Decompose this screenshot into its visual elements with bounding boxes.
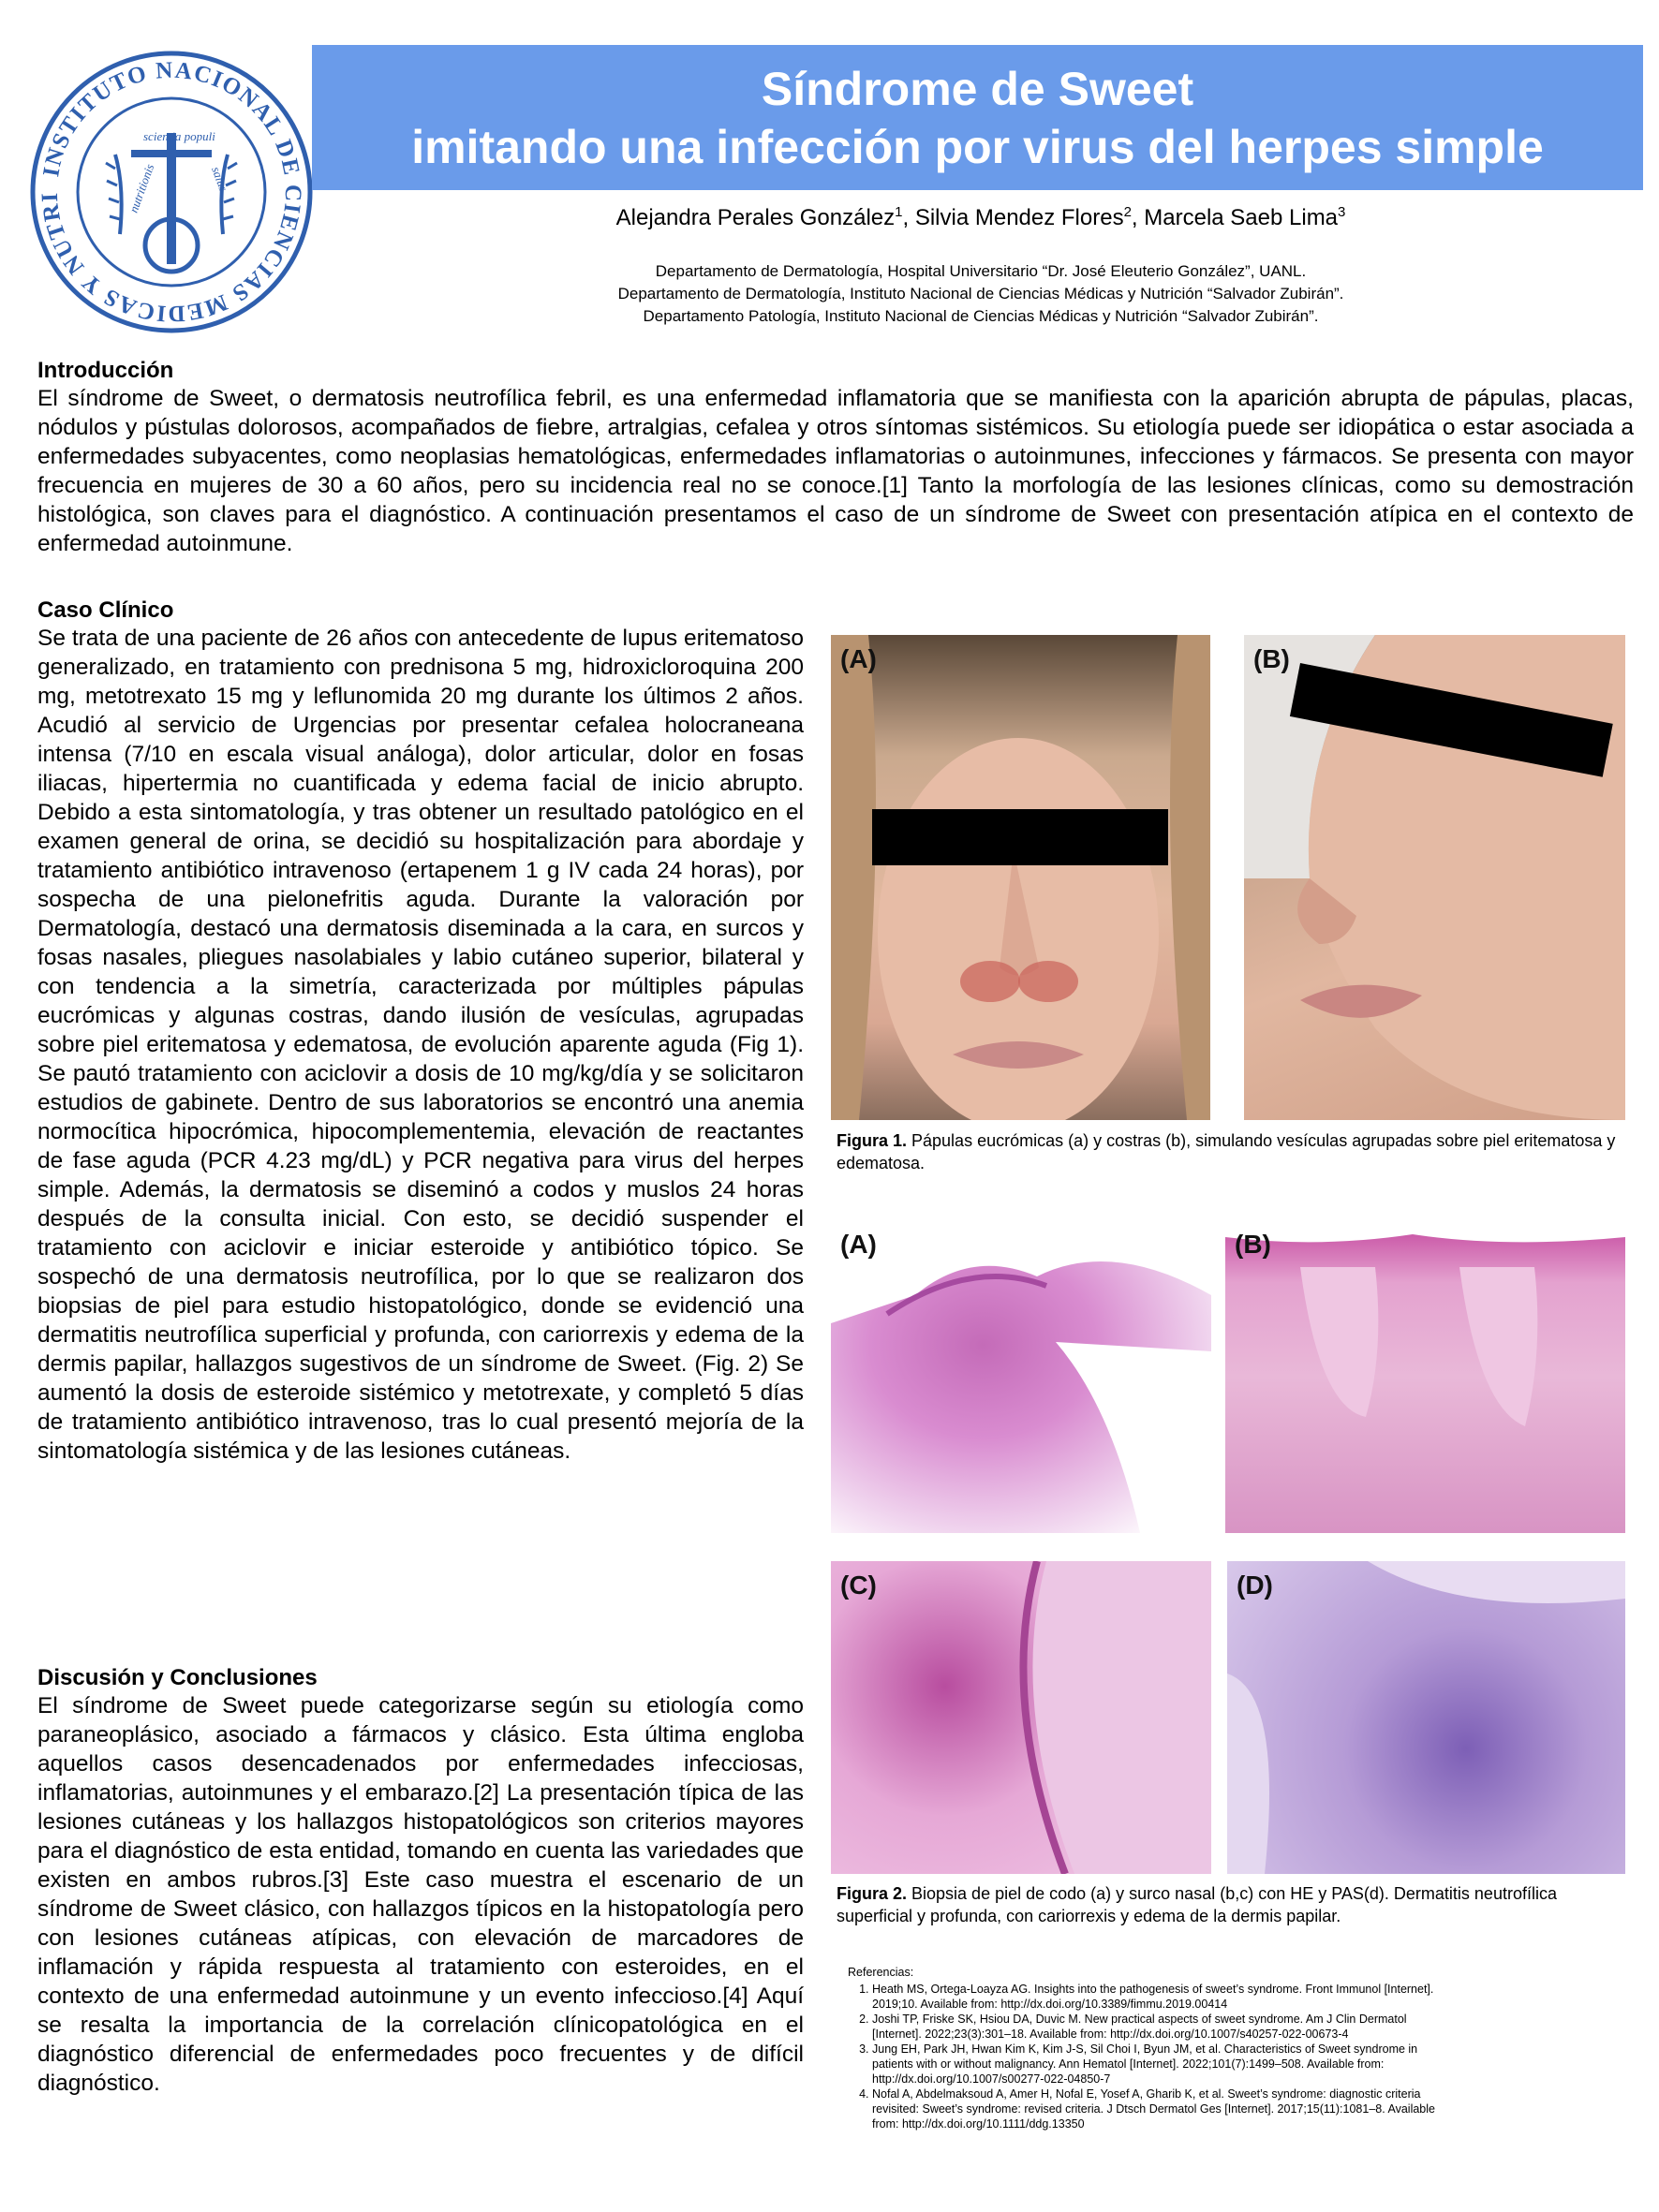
author-name: Marcela Saeb Lima — [1144, 205, 1339, 230]
author-list: Alejandra Perales González$^1$, Silvia Mendez Flores$^2$, Marcela Saeb Lima$^3$ — [615, 204, 1346, 230]
histology-image-icon — [831, 1220, 1211, 1533]
author-affil-number: 3 — [1338, 204, 1346, 220]
eye-censor-bar — [872, 809, 1168, 865]
poster-title-line2: imitando una infección por virus del herpes simple — [411, 120, 1544, 173]
figure2-panel-a — [831, 1220, 1211, 1533]
figure1-panel-a — [831, 635, 1210, 1120]
seal-ring-text: INSTITUTO NACIONAL DE CIENCIAS MEDICAS Y NUTRI — [37, 57, 306, 327]
affiliation: Departamento de Dermatología, Hospital Universitario “Dr. José Eleuterio González”, UANL. — [655, 262, 1307, 280]
section-body: El síndrome de Sweet, o dermatosis neutrofílica febril, es una enfermedad inflamatoria que se manifiesta con la aparición abrupta de pápulas, placas, nódulos y pústulas dolorosos, acompañados de fiebre, artralgias, cefalea y otros síntomas sistémicos. Su etiología puede ser idiopática o estar asociada a enfermedades subyacentes, como neoplasias hematológicas, enfermedades inflamatorias o autoinmunes, infecciones y fármacos. Se presenta con mayor frecuencia en mujeres de 30 a 60 años, pero su incidencia real no se conoce.[1] Tanto la morfología de las lesiones clínicas, como su demostración histológica, son claves para el diagnóstico. A continuación presentamos el caso de un síndrome de Sweet con presentación atípica en el contexto de enfermedad autoinmune. — [37, 386, 1634, 556]
panel-label: (A) — [840, 1230, 877, 1259]
section-heading: Introducción — [37, 358, 174, 383]
affiliation-list — [318, 260, 1643, 328]
section-heading: Discusión y Conclusiones — [37, 1665, 318, 1690]
figure2-panel-b — [1225, 1220, 1625, 1533]
title-band — [312, 45, 1643, 190]
section-discusion — [37, 1665, 804, 2098]
panel-label: (A) — [840, 644, 877, 673]
author-name: Alejandra Perales González — [615, 205, 896, 230]
caption-text: Pápulas eucrómicas (a) y costras (b), simulando vesículas agrupadas sobre piel eritematosa y edematosa. — [837, 1131, 1616, 1172]
histology-image-icon — [1227, 1561, 1625, 1874]
institute-logo — [26, 47, 317, 337]
section-heading: Caso Clínico — [37, 597, 174, 623]
references — [848, 1965, 1457, 2131]
panel-label: (C) — [840, 1571, 877, 1600]
figure2-panel-d — [1227, 1561, 1625, 1874]
reference-item: 3. Jung EH, Park JH, Hwan Kim K, Kim J-S, Sil Choi I, Byun JM, et al. Characteristics of Sweet syndrome in patients with or without malignancy. Ann Hematol [Internet]. 2022;101(7):1499–508. Available from: http://dx.doi.org/10.1007/s00277-022-04850-7 — [872, 2042, 1457, 2087]
poster-title-line1: Síndrome de Sweet — [761, 62, 1194, 115]
reference-item: 2. Joshi TP, Friske SK, Hsiou DA, Duvic M. New practical aspects of sweet syndrome. Am J Clin Dermatol [Internet]. 2022;23(3):301–18. Available from: http://dx.doi.org/10.1007/s40257-022-00673-4 — [872, 2012, 1457, 2042]
figure2-caption — [837, 1882, 1625, 1927]
caption-text: Biopsia de piel de codo (a) y surco nasal (b,c) con HE y PAS(d). Dermatitis neutrofílica superficial y profunda, con cariorrexis y edema de la dermis papilar. — [837, 1884, 1557, 1925]
references-heading: Referencias: — [848, 1966, 914, 1979]
face-photo-icon — [831, 635, 1210, 1120]
caption-label: Figura 2. — [837, 1884, 908, 1903]
section-body: Se trata de una paciente de 26 años con antecedente de lupus eritematoso generalizado, en tratamiento con prednisona 5 mg, hidroxicloroquina 200 mg, metotrexato 15 mg y leflunomida 20 mg durante los últimos 2 años. Acudió al servicio de Urgencias por presentar cefalea holocraneana intensa (7/10 en escala visual análoga), dolor articular, dolor en fosas iliacas, hipertermia no cuantificada y edema facial de inicio abrupto. Debido a esta sintomatología, y tras obtener un resultado patológico en el examen general de orina, se decidió su hospitalización para abordaje y tratamiento antibiótico intravenoso (ertapenem 1 g IV cada 24 horas), por sospecha de una pielonefritis aguda. Durante la valoración por Dermatología, destacó una dermatosis diseminada a la cara, en surcos y fosas nasales, pliegues nasolabiales y labio cutáneo superior, bilateral y con tendencia a la simetría, caracterizada por múltiples pápulas eucrómicas y algunas costras, dando ilusión de vesículas, agrupadas sobre piel eritematosa y edematosa, de evolución aparente aguda (Fig 1). Se pautó tratamiento con aciclovir a dosis de 10 mg/kg/día y se solicitaron estudios de gabinete. Dentro de sus laboratorios se encontró una anemia normocítica hipocrómica, hipocomplementemia, elevación de reactantes de fase aguda (PCR 4.23 mg/dL) y PCR negativa para virus del herpes simple. Además, la dermatosis se diseminó a codos y muslos 24 horas después de la consulta inicial. Con esto, se decidió suspender el tratamiento con aciclovir e iniciar esteroide y antibiótico tópico. Se sospechó de una dermatosis neutrofílica, por lo que se realizaron dos biopsias de piel para estudio histopatológico, donde se evidenció una dermatitis neutrofílica superficial y profunda, con cariorrexis y edema de la dermis papilar, hallazgos sugestivos de un síndrome de Sweet. (Fig. 2) Se aumentó la dosis de esteroide sistémico y metotrexate, y completó 5 días de tratamiento antibiótico intravenoso, tras lo cual presentó mejoría de la sintomatología sistémica y de las lesiones cutáneas. — [37, 626, 804, 1464]
seal-motto-left: nutritionis — [126, 161, 157, 215]
caption-label: Figura 1. — [837, 1131, 908, 1150]
histology-image-icon — [831, 1561, 1211, 1874]
institute-seal-icon — [26, 47, 317, 337]
section-caso-clinico — [37, 597, 804, 1466]
reference-item: 1. Heath MS, Ortega-Loayza AG. Insights into the pathogenesis of sweet’s syndrome. Front Immunol [Internet]. 2019;10. Available from: http://dx.doi.org/10.3389/fimmu.2019.00414 — [872, 1982, 1457, 2012]
panel-label: (B) — [1253, 644, 1290, 673]
affiliation: Departamento Patología, Instituto Nacional de Ciencias Médicas y Nutrición “Salvador Zubirán”. — [643, 307, 1319, 325]
seal-motto-top: scientia populi — [143, 129, 215, 143]
section-body: El síndrome de Sweet puede categorizarse según su etiología como paraneoplásico, asociado a fármacos y clásico. Esta última engloba aquellos casos desencadenados por enfermedades infecciosas, inflamatorias, autoinmunes y el embarazo.[2] La presentación típica de las lesiones cutáneas y los hallazgos histopatológicos son criterios mayores para el diagnóstico de esta entidad, tomando en cuenta las variedades que existen en ambos rubros.[3] Este caso muestra el escenario de un síndrome de Sweet clásico, con hallazgos típicos en la histopatología pero con lesiones cutáneas atípicas, con elevación de marcadores de inflamación y rápida respuesta al tratamiento con esteroides, en el contexto de una enfermedad autoinmune y un evento infeccioso.[4] Aquí se resalta la importancia de la correlación clínicopatológica en el diagnóstico diferencial de enfermedades poco frecuentes y de difícil diagnóstico. — [37, 1693, 804, 2096]
references-list — [848, 1982, 1457, 2131]
section-introduccion — [37, 358, 1634, 558]
panel-label: (D) — [1237, 1571, 1273, 1600]
reference-item: 4. Nofal A, Abdelmaksoud A, Amer H, Nofal E, Yosef A, Gharib K, et al. Sweet’s syndrome: diagnostic criteria revisited: Sweet’s syndrome: revised criteria. J Dtsch Dermatol Ges [Internet]. 2017;15(11):1081–8. Available from: http://dx.doi.org/10.1111/ddg.13350 — [872, 2087, 1457, 2131]
histology-image-icon — [1225, 1220, 1625, 1533]
panel-label: (B) — [1235, 1230, 1271, 1259]
author-affil-number: 1 — [895, 204, 903, 220]
figure1-caption — [837, 1129, 1625, 1174]
figure1-panel-b — [1244, 635, 1625, 1120]
figure2-panel-c — [831, 1561, 1211, 1874]
affiliation: Departamento de Dermatología, Instituto Nacional de Ciencias Médicas y Nutrición “Salvador Zubirán”. — [617, 285, 1344, 302]
author-name: Silvia Mendez Flores — [914, 205, 1124, 230]
seal-motto-right: salus — [209, 164, 231, 194]
author-affil-number: 2 — [1123, 204, 1132, 220]
